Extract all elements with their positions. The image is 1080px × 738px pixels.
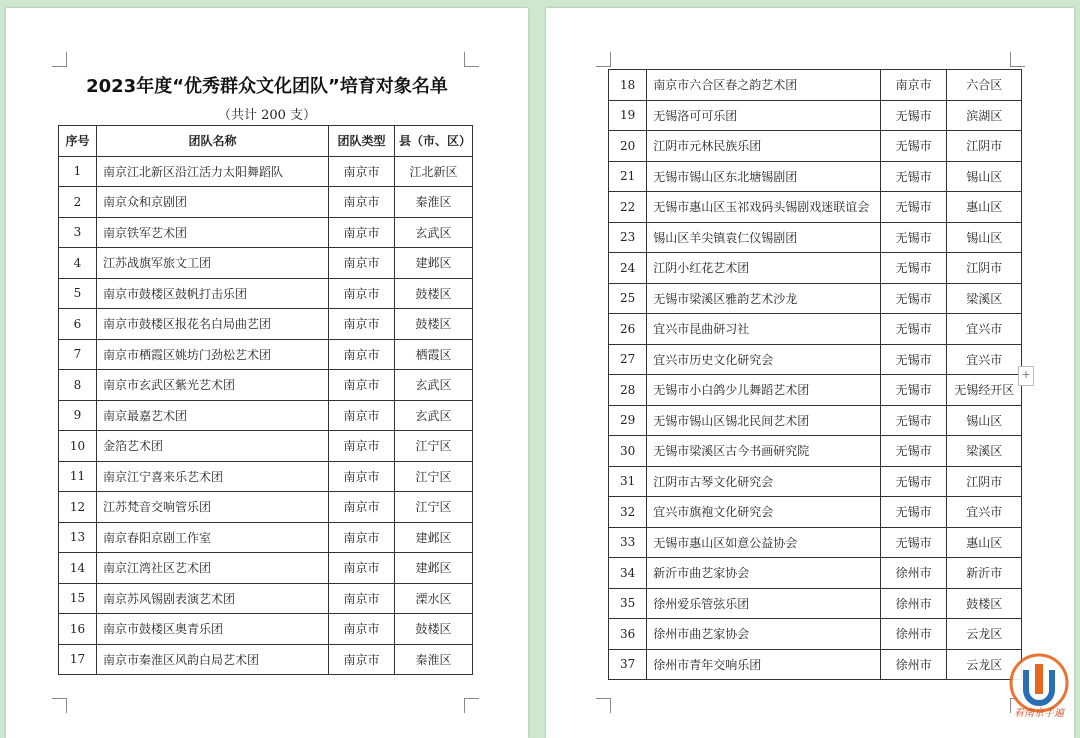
row-index-cell: 33 bbox=[609, 527, 647, 558]
team-type-cell: 无锡市 bbox=[880, 161, 946, 192]
row-index-cell: 1 bbox=[59, 156, 97, 187]
team-type-cell: 南京市 bbox=[329, 248, 395, 279]
document-title: 2023年度“优秀群众文化团队”培育对象名单 bbox=[86, 76, 448, 97]
county-cell: 宜兴市 bbox=[947, 497, 1022, 528]
table-row bbox=[609, 344, 1022, 375]
table-row bbox=[609, 222, 1022, 253]
table-row bbox=[59, 492, 473, 523]
table-row bbox=[609, 588, 1022, 619]
team-type-cell: 南京市 bbox=[880, 70, 946, 101]
team-name-cell: 无锡洛可可乐团 bbox=[647, 100, 881, 131]
table-row bbox=[609, 161, 1022, 192]
team-table-page1 bbox=[58, 125, 473, 675]
team-name-cell: 南京市秦淮区风韵白局艺术团 bbox=[97, 644, 329, 675]
table-row bbox=[59, 187, 473, 218]
row-index-cell: 14 bbox=[59, 553, 97, 584]
table-row bbox=[609, 527, 1022, 558]
row-index-cell: 32 bbox=[609, 497, 647, 528]
team-name-cell: 金箔艺术团 bbox=[97, 431, 329, 462]
row-index-cell: 23 bbox=[609, 222, 647, 253]
team-name-cell: 南京江北新区沿江活力太阳舞蹈队 bbox=[97, 156, 329, 187]
team-name-cell: 南京市鼓楼区奥青乐团 bbox=[97, 614, 329, 645]
page-corner-mark bbox=[596, 698, 611, 713]
team-name-cell: 南京苏风锡剧表演艺术团 bbox=[97, 583, 329, 614]
team-name-cell: 江阴小红花艺术团 bbox=[647, 253, 881, 284]
team-name-cell: 无锡市梁溪区古今书画研究院 bbox=[647, 436, 881, 467]
county-cell: 锡山区 bbox=[947, 161, 1022, 192]
page-corner-mark bbox=[464, 698, 479, 713]
team-type-cell: 徐州市 bbox=[880, 619, 946, 650]
row-index-cell: 28 bbox=[609, 375, 647, 406]
team-type-cell: 南京市 bbox=[329, 278, 395, 309]
page-corner-mark bbox=[464, 52, 479, 67]
team-type-cell: 南京市 bbox=[329, 217, 395, 248]
team-name-cell: 无锡市惠山区如意公益协会 bbox=[647, 527, 881, 558]
team-type-cell: 南京市 bbox=[329, 156, 395, 187]
team-type-cell: 南京市 bbox=[329, 461, 395, 492]
team-type-cell: 无锡市 bbox=[880, 497, 946, 528]
team-type-cell: 南京市 bbox=[329, 431, 395, 462]
team-name-cell: 南京众和京剧团 bbox=[97, 187, 329, 218]
row-index-cell: 20 bbox=[609, 131, 647, 162]
county-cell: 江宁区 bbox=[395, 431, 473, 462]
team-type-cell: 南京市 bbox=[329, 400, 395, 431]
table-row bbox=[59, 248, 473, 279]
team-type-cell: 南京市 bbox=[329, 522, 395, 553]
team-type-cell: 无锡市 bbox=[880, 314, 946, 345]
team-type-cell: 无锡市 bbox=[880, 405, 946, 436]
team-type-cell: 南京市 bbox=[329, 644, 395, 675]
row-index-cell: 12 bbox=[59, 492, 97, 523]
table-row bbox=[59, 400, 473, 431]
row-index-cell: 31 bbox=[609, 466, 647, 497]
team-name-cell: 锡山区羊尖镇袁仁仪锡剧团 bbox=[647, 222, 881, 253]
county-cell: 惠山区 bbox=[947, 192, 1022, 223]
row-index-cell: 3 bbox=[59, 217, 97, 248]
table-row bbox=[59, 431, 473, 462]
table-row bbox=[609, 466, 1022, 497]
row-index-cell: 6 bbox=[59, 309, 97, 340]
row-index-cell: 4 bbox=[59, 248, 97, 279]
row-index-cell: 35 bbox=[609, 588, 647, 619]
team-type-cell: 南京市 bbox=[329, 553, 395, 584]
county-cell: 建邺区 bbox=[395, 553, 473, 584]
team-name-cell: 宜兴市历史文化研究会 bbox=[647, 344, 881, 375]
row-index-cell: 25 bbox=[609, 283, 647, 314]
row-index-cell: 37 bbox=[609, 649, 647, 680]
row-index-cell: 34 bbox=[609, 558, 647, 589]
table-row bbox=[59, 553, 473, 584]
county-cell: 鼓楼区 bbox=[395, 278, 473, 309]
county-cell: 锡山区 bbox=[947, 222, 1022, 253]
table-row bbox=[59, 217, 473, 248]
table-row bbox=[59, 522, 473, 553]
county-cell: 鼓楼区 bbox=[395, 614, 473, 645]
row-index-cell: 30 bbox=[609, 436, 647, 467]
team-name-cell: 徐州爱乐管弦乐团 bbox=[647, 588, 881, 619]
team-name-cell: 南京市栖霞区姚坊门劲松艺术团 bbox=[97, 339, 329, 370]
county-cell: 梁溪区 bbox=[947, 283, 1022, 314]
county-cell: 江北新区 bbox=[395, 156, 473, 187]
team-name-cell: 无锡市锡山区东北塘锡剧团 bbox=[647, 161, 881, 192]
county-cell: 栖霞区 bbox=[395, 339, 473, 370]
expand-tab-button[interactable]: + bbox=[1018, 366, 1034, 386]
watermark-logo bbox=[1004, 650, 1074, 720]
county-cell: 江阴市 bbox=[947, 253, 1022, 284]
team-type-cell: 南京市 bbox=[329, 492, 395, 523]
county-cell: 溧水区 bbox=[395, 583, 473, 614]
row-index-cell: 15 bbox=[59, 583, 97, 614]
row-index-cell: 5 bbox=[59, 278, 97, 309]
county-cell: 宜兴市 bbox=[947, 344, 1022, 375]
county-cell: 秦淮区 bbox=[395, 187, 473, 218]
team-type-cell: 南京市 bbox=[329, 614, 395, 645]
row-index-cell: 19 bbox=[609, 100, 647, 131]
team-name-cell: 江苏梵音交响管乐团 bbox=[97, 492, 329, 523]
county-cell: 建邺区 bbox=[395, 522, 473, 553]
team-type-cell: 无锡市 bbox=[880, 283, 946, 314]
table-row bbox=[609, 131, 1022, 162]
team-type-cell: 徐州市 bbox=[880, 649, 946, 680]
team-type-cell: 南京市 bbox=[329, 309, 395, 340]
team-table-page2 bbox=[608, 69, 1022, 680]
county-cell: 江宁区 bbox=[395, 461, 473, 492]
row-index-cell: 36 bbox=[609, 619, 647, 650]
row-index-cell: 17 bbox=[59, 644, 97, 675]
table-row bbox=[609, 436, 1022, 467]
row-index-cell: 2 bbox=[59, 187, 97, 218]
team-name-cell: 南京市鼓楼区报花名白局曲艺团 bbox=[97, 309, 329, 340]
team-type-cell: 徐州市 bbox=[880, 588, 946, 619]
team-name-cell: 新沂市曲艺家协会 bbox=[647, 558, 881, 589]
table-row bbox=[609, 100, 1022, 131]
page-corner-mark bbox=[596, 52, 611, 67]
row-index-cell: 27 bbox=[609, 344, 647, 375]
header-index: 序号 bbox=[59, 126, 97, 157]
county-cell: 云龙区 bbox=[947, 619, 1022, 650]
county-cell: 玄武区 bbox=[395, 370, 473, 401]
team-name-cell: 南京江宁喜来乐艺术团 bbox=[97, 461, 329, 492]
team-name-cell: 南京江湾社区艺术团 bbox=[97, 553, 329, 584]
county-cell: 建邺区 bbox=[395, 248, 473, 279]
team-type-cell: 无锡市 bbox=[880, 253, 946, 284]
team-type-cell: 南京市 bbox=[329, 187, 395, 218]
row-index-cell: 13 bbox=[59, 522, 97, 553]
table-row bbox=[609, 558, 1022, 589]
table-row bbox=[59, 278, 473, 309]
header-team-type: 团队类型 bbox=[329, 126, 395, 157]
document-subtitle: （共计 200 支） bbox=[217, 108, 317, 123]
table-row bbox=[609, 314, 1022, 345]
team-name-cell: 南京市六合区春之韵艺术团 bbox=[647, 70, 881, 101]
team-name-cell: 江苏战旗军旅文工团 bbox=[97, 248, 329, 279]
county-cell: 梁溪区 bbox=[947, 436, 1022, 467]
table-row bbox=[609, 405, 1022, 436]
table-header-row bbox=[59, 126, 473, 157]
team-type-cell: 无锡市 bbox=[880, 222, 946, 253]
county-cell: 鼓楼区 bbox=[947, 588, 1022, 619]
table-row bbox=[609, 497, 1022, 528]
row-index-cell: 11 bbox=[59, 461, 97, 492]
row-index-cell: 16 bbox=[59, 614, 97, 645]
team-name-cell: 无锡市惠山区玉祁戏码头锡剧戏迷联谊会 bbox=[647, 192, 881, 223]
team-name-cell: 宜兴市旗袍文化研究会 bbox=[647, 497, 881, 528]
county-cell: 惠山区 bbox=[947, 527, 1022, 558]
row-index-cell: 7 bbox=[59, 339, 97, 370]
team-name-cell: 宜兴市昆曲研习社 bbox=[647, 314, 881, 345]
county-cell: 玄武区 bbox=[395, 217, 473, 248]
row-index-cell: 8 bbox=[59, 370, 97, 401]
county-cell: 江阴市 bbox=[947, 466, 1022, 497]
county-cell: 新沂市 bbox=[947, 558, 1022, 589]
team-type-cell: 无锡市 bbox=[880, 192, 946, 223]
table-row bbox=[609, 283, 1022, 314]
page-corner-mark bbox=[1010, 52, 1025, 67]
team-name-cell: 江阴市古琴文化研究会 bbox=[647, 466, 881, 497]
table-row bbox=[609, 375, 1022, 406]
county-cell: 滨湖区 bbox=[947, 100, 1022, 131]
table-row bbox=[59, 309, 473, 340]
county-cell: 江阴市 bbox=[947, 131, 1022, 162]
table-row bbox=[59, 644, 473, 675]
team-type-cell: 徐州市 bbox=[880, 558, 946, 589]
row-index-cell: 29 bbox=[609, 405, 647, 436]
table-row bbox=[609, 619, 1022, 650]
county-cell: 六合区 bbox=[947, 70, 1022, 101]
header-county: 县（市、区） bbox=[395, 126, 473, 157]
row-index-cell: 21 bbox=[609, 161, 647, 192]
row-index-cell: 9 bbox=[59, 400, 97, 431]
county-cell: 江宁区 bbox=[395, 492, 473, 523]
team-name-cell: 南京最嘉艺术团 bbox=[97, 400, 329, 431]
row-index-cell: 10 bbox=[59, 431, 97, 462]
team-type-cell: 无锡市 bbox=[880, 375, 946, 406]
table-row bbox=[59, 339, 473, 370]
team-type-cell: 无锡市 bbox=[880, 436, 946, 467]
row-index-cell: 18 bbox=[609, 70, 647, 101]
team-name-cell: 南京市玄武区紫光艺术团 bbox=[97, 370, 329, 401]
team-type-cell: 无锡市 bbox=[880, 100, 946, 131]
row-index-cell: 26 bbox=[609, 314, 647, 345]
team-name-cell: 江阴市元林民族乐团 bbox=[647, 131, 881, 162]
row-index-cell: 24 bbox=[609, 253, 647, 284]
county-cell: 云龙区 bbox=[947, 649, 1022, 680]
page-corner-mark bbox=[52, 52, 67, 67]
county-cell: 宜兴市 bbox=[947, 314, 1022, 345]
county-cell: 锡山区 bbox=[947, 405, 1022, 436]
table-row bbox=[609, 70, 1022, 101]
county-cell: 秦淮区 bbox=[395, 644, 473, 675]
team-name-cell: 无锡市梁溪区雅韵艺术沙龙 bbox=[647, 283, 881, 314]
table-row bbox=[609, 192, 1022, 223]
table-row bbox=[59, 614, 473, 645]
table-row bbox=[59, 461, 473, 492]
table-row bbox=[59, 370, 473, 401]
team-type-cell: 南京市 bbox=[329, 370, 395, 401]
county-cell: 鼓楼区 bbox=[395, 309, 473, 340]
county-cell: 无锡经开区 bbox=[947, 375, 1022, 406]
table-row bbox=[59, 583, 473, 614]
team-type-cell: 无锡市 bbox=[880, 466, 946, 497]
header-team-name: 团队名称 bbox=[97, 126, 329, 157]
team-type-cell: 南京市 bbox=[329, 583, 395, 614]
table-row bbox=[609, 649, 1022, 680]
team-name-cell: 无锡市小白鸽少儿舞蹈艺术团 bbox=[647, 375, 881, 406]
team-name-cell: 徐州市曲艺家协会 bbox=[647, 619, 881, 650]
table-row bbox=[59, 156, 473, 187]
team-name-cell: 南京铁军艺术团 bbox=[97, 217, 329, 248]
team-name-cell: 无锡市锡山区锡北民间艺术团 bbox=[647, 405, 881, 436]
page-corner-mark bbox=[52, 698, 67, 713]
row-index-cell: 22 bbox=[609, 192, 647, 223]
team-name-cell: 南京市鼓楼区鼓帆打击乐团 bbox=[97, 278, 329, 309]
team-name-cell: 南京春阳京剧工作室 bbox=[97, 522, 329, 553]
watermark-text: 看南京手遍 bbox=[1014, 708, 1064, 719]
table-row bbox=[609, 253, 1022, 284]
team-type-cell: 南京市 bbox=[329, 339, 395, 370]
county-cell: 玄武区 bbox=[395, 400, 473, 431]
team-type-cell: 无锡市 bbox=[880, 131, 946, 162]
team-name-cell: 徐州市青年交响乐团 bbox=[647, 649, 881, 680]
team-type-cell: 无锡市 bbox=[880, 344, 946, 375]
team-type-cell: 无锡市 bbox=[880, 527, 946, 558]
